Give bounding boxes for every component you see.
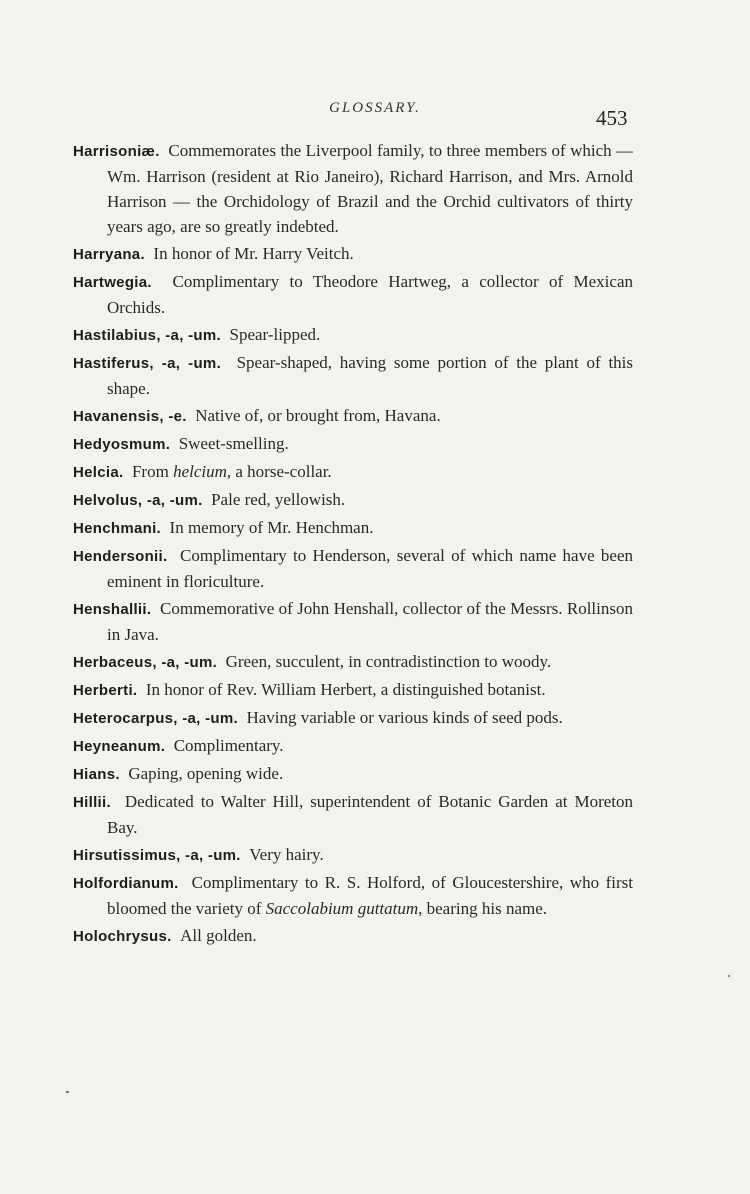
page-number: 453 (596, 106, 628, 130)
entry-definition: Native of, or brought from, Havana. (195, 406, 441, 425)
entry-term: Harryana. (73, 246, 145, 263)
entry-definition: Complimentary to Theodore Hartweg, a collector of Mexican Orchids. (107, 272, 633, 317)
entry-term: Helvolus, -a, -um. (73, 492, 203, 509)
entry-definition: , a horse-collar. (226, 462, 332, 481)
glossary-entry (73, 459, 633, 485)
entry-term: Heterocarpus, -a, -um. (73, 710, 238, 727)
glossary-entry (73, 487, 633, 513)
entry-term: Hillii. (73, 794, 111, 811)
entry-term: Hastiferus, -a, -um. (73, 355, 222, 372)
entry-term: Hirsutissimus, -a, -um. (73, 847, 241, 864)
entry-definition: Complimentary to Henderson, several of which name have been eminent in floriculture. (107, 546, 633, 591)
glossary-entry (73, 350, 633, 401)
glossary-entry (73, 596, 633, 647)
entry-term: Havanensis, -e. (73, 408, 187, 425)
glossary-entry (73, 677, 633, 703)
entry-term: Herberti. (73, 682, 138, 699)
glossary-entry (73, 705, 633, 731)
glossary-entry (73, 789, 633, 840)
entry-definition: Sweet-smelling. (178, 434, 289, 453)
glossary-entry (73, 138, 633, 239)
entry-definition-italic: helcium (173, 462, 227, 481)
entry-definition: In memory of Mr. Henchman. (169, 518, 374, 537)
entry-definition: Commemorates the Liverpool family, to three members of which — Wm. Harrison (resident at Rio Janeiro), Richard Harrison, and Mrs. Arnold Harrison — the Orchidology of Brazil and the Orchid cultivators of thirty years ago, are so greatly indebted. (107, 141, 633, 236)
glossary-entry (73, 923, 633, 949)
glossary-entry (73, 403, 633, 429)
glossary-entry (73, 322, 633, 348)
entry-term: Hartwegia. (73, 274, 152, 291)
entry-definition: Having variable or various kinds of seed pods. (246, 708, 563, 727)
entry-definition: Very hairy. (249, 845, 324, 864)
entry-term: Hedyosmum. (73, 436, 171, 453)
entry-definition: Complimentary. (173, 736, 284, 755)
paper-speck (728, 975, 730, 977)
entry-definition: All golden. (180, 926, 257, 945)
entry-definition: Commemorative of John Henshall, collector of the Messrs. Rollinson in Java. (107, 599, 633, 644)
glossary-entry (73, 870, 633, 921)
entry-definition: From (131, 462, 174, 481)
entry-definition: Spear-shaped, having some portion of the plant of this shape. (107, 353, 634, 398)
entry-definition: Spear-lipped. (229, 325, 321, 344)
entry-definition: Gaping, opening wide. (128, 764, 284, 783)
running-head: GLOSSARY. (329, 100, 421, 116)
entry-term: Henshallii. (73, 601, 152, 618)
glossary-entry (73, 733, 633, 759)
entry-definition: , bearing his name. (418, 899, 548, 918)
entry-definition: In honor of Rev. William Herbert, a distinguished botanist. (145, 680, 546, 699)
entry-definition: Green, succulent, in contradistinction to woody. (225, 652, 552, 671)
entry-term: Holochrysus. (73, 928, 172, 945)
entry-definition: Pale red, yellowish. (211, 490, 346, 509)
entry-term: Herbaceus, -a, -um. (73, 654, 218, 671)
entry-term: Hendersonii. (73, 548, 168, 565)
entry-definition: Complimentary to R. S. Holford, of Gloucestershire, who first bloomed the variety of (107, 873, 633, 918)
glossary-entry (73, 761, 633, 787)
glossary-entry (73, 269, 633, 320)
entry-term: Hastilabius, -a, -um. (73, 327, 221, 344)
entry-definition-italic: Saccolabium guttatum (265, 899, 419, 918)
entry-term: Harrisoniæ. (73, 143, 160, 160)
entry-term: Heyneanum. (73, 738, 166, 755)
glossary-entry (73, 649, 633, 675)
entry-term: Henchmani. (73, 520, 162, 537)
glossary-entry (73, 543, 633, 594)
entry-term: Holfordianum. (73, 875, 179, 892)
glossary-entry (73, 842, 633, 868)
entry-term: Helcia. (73, 464, 124, 481)
entry-term: Hians. (73, 766, 120, 783)
glossary-entry (73, 241, 633, 267)
entry-definition: In honor of Mr. Harry Veitch. (153, 244, 354, 263)
glossary-entries (73, 138, 633, 951)
paper-speck (66, 1091, 69, 1093)
entry-definition: Dedicated to Walter Hill, superintendent of Botanic Garden at Moreton Bay. (107, 792, 633, 837)
glossary-entry (73, 515, 633, 541)
glossary-entry (73, 431, 633, 457)
